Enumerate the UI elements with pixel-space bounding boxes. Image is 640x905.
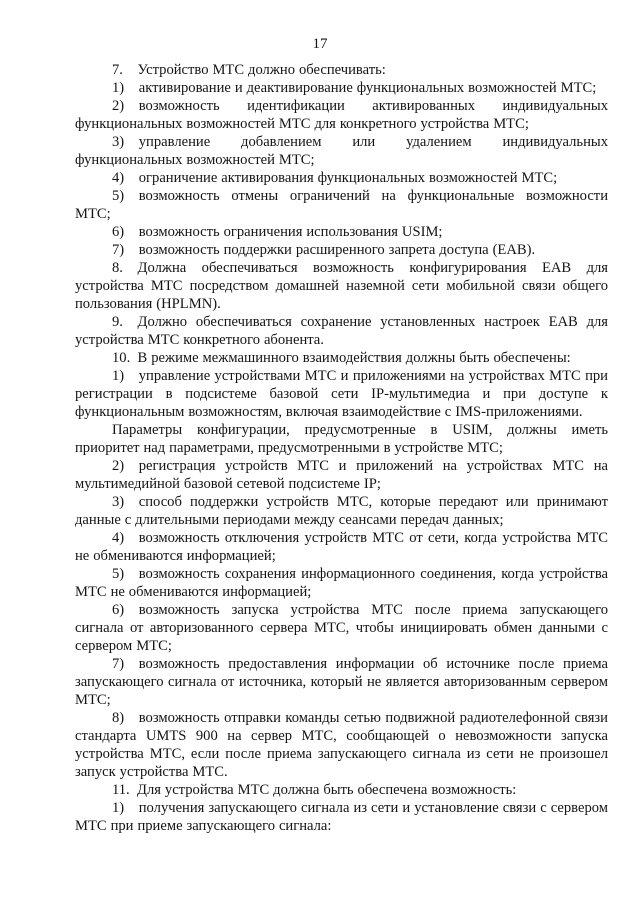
list-item: 6) возможность запуска устройства МТС после приема запускающего сигнала от авторизованного сервера МТС, чтобы инициировать обмен данными с сервером МТС; bbox=[75, 602, 608, 654]
list-item: 3) способ поддержки устройств МТС, которые передают или принимают данные с длительными периодами между сеансами передач данных; bbox=[75, 494, 608, 528]
paragraph-10-heading: 10. В режиме межмашинного взаимодействия должны быть обеспечены: bbox=[112, 350, 571, 366]
paragraph-8: 8. Должна обеспечиваться возможность конфигурирования EAB для устройства МТС посредством домашней наземной сети мобильной связи общего пользования (HPLMN). bbox=[75, 260, 608, 312]
list-item: 4) ограничение активирования функциональных возможностей МТС; bbox=[112, 170, 558, 186]
list-item: 5) возможность сохранения информационного соединения, когда устройства МТС не обмениваются информацией; bbox=[75, 566, 608, 600]
list-item: 5) возможность отмены ограничений на функциональные возможности МТС; bbox=[75, 188, 608, 222]
list-item: 2) регистрация устройств МТС и приложений на устройствах МТС на мультимедийной базовой сетевой подсистеме IP; bbox=[75, 458, 608, 492]
page-number: 17 bbox=[312, 36, 328, 52]
list-item: 1) активирование и деактивирование функциональных возможностей МТС; bbox=[112, 80, 597, 96]
list-item: 6) возможность ограничения использования USIM; bbox=[112, 224, 443, 240]
list-item: 8) возможность отправки команды сетью подвижной радиотелефонной связи стандарта UMTS 900 на сервер МТС, сообщающей о невозможности запуска устройства МТС, если после приема запускающего сигнала из сети не произошел запуск устройства МТС. bbox=[75, 710, 608, 780]
list-item: 1) получения запускающего сигнала из сети и установление связи с сервером МТС при приеме запускающего сигнала: bbox=[75, 800, 608, 834]
paragraph-9: 9. Должно обеспечиваться сохранение установленных настроек EAB для устройства МТС конкретного абонента. bbox=[75, 314, 608, 348]
document-body bbox=[75, 61, 608, 835]
paragraph-11-heading: 11. Для устройства МТС должна быть обеспечена возможность: bbox=[112, 782, 517, 798]
paragraph-note: Параметры конфигурации, предусмотренные в USIM, должны иметь приоритет над параметрами, предусмотренными в устройстве МТС; bbox=[75, 422, 608, 456]
list-item: 4) возможность отключения устройств МТС от сети, когда устройства МТС не обмениваются информацией; bbox=[75, 530, 608, 564]
paragraph-7-heading: 7. Устройство МТС должно обеспечивать: bbox=[112, 62, 386, 78]
list-item: 7) возможность поддержки расширенного запрета доступа (EAB). bbox=[112, 242, 536, 258]
list-item: 2) возможность идентификации активированных индивидуальных функциональных возможностей МТС для конкретного устройства МТС; bbox=[75, 98, 608, 132]
list-item: 1) управление устройствами МТС и приложениями на устройствах МТС при регистрации в подсистеме базовой сети IP-мультимедиа и при доступе к функциональным возможностям, включая взаимодействие с IMS-приложениями. bbox=[75, 368, 608, 420]
list-item: 3) управление добавлением или удалением индивидуальных функциональных возможностей МТС; bbox=[75, 134, 608, 168]
list-item: 7) возможность предоставления информации об источнике после приема запускающего сигнала от источника, который не является авторизованным сервером МТС; bbox=[75, 656, 608, 708]
